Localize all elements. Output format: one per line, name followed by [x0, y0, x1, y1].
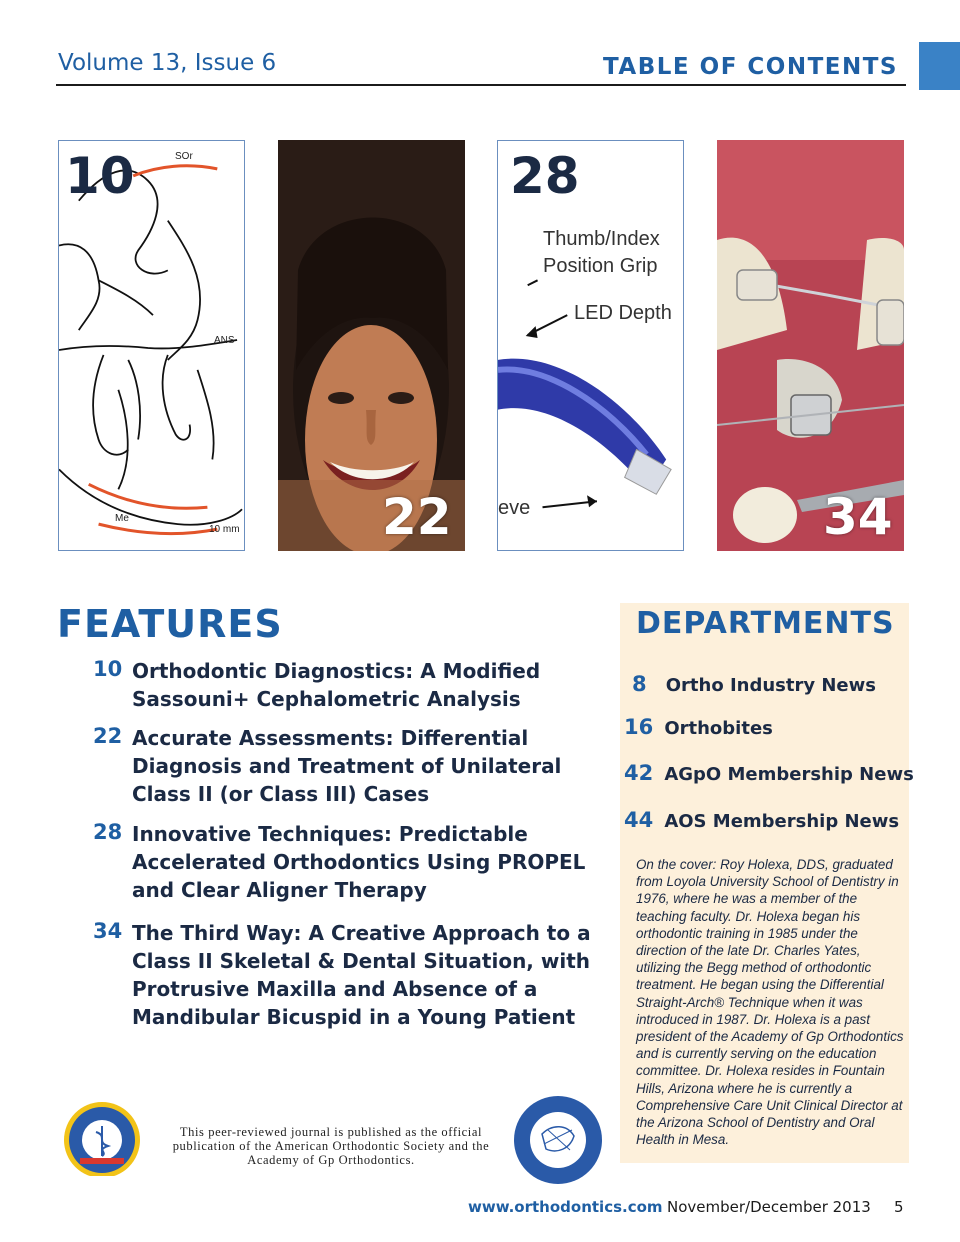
website-link[interactable]: www.orthodontics.com [468, 1198, 663, 1216]
feature-item[interactable] [93, 820, 593, 906]
feature-page-number: 28 [93, 820, 123, 844]
scale-label: 10 mm [209, 524, 240, 535]
me-label: Me [115, 513, 129, 524]
cover-description: On the cover: Roy Holexa, DDS, graduated from Loyola University School of Dentistry in 1976, where he was a member of the teaching faculty. Dr. Holexa began his orthodontic training in 1985 under the direction of the late Dr. Charles Yates, utilizing the Begg method of orthodontic treatment. He began using the Differential Straight-Arch® Technique when it was introduced in 1987. Dr. Holexa is a past president of the Academy of Gp Orthodontics and is currently serving on the education committee. Dr. Holexa resides in Fountain Hills, Arizona where he is currently a Comprehensive Care Unit Clinical Director at the Arizona School of Dentistry and Oral Health in Mesa. [636, 857, 904, 1148]
feature-page-number: 10 [93, 657, 123, 681]
aos-logo [512, 1094, 604, 1186]
volume-issue: Volume 13, Issue 6 [58, 50, 277, 76]
image-page-number: 34 [823, 488, 893, 546]
page-number: 5 [894, 1198, 904, 1216]
image-page-number: 10 [65, 147, 135, 205]
department-item[interactable] [624, 715, 773, 739]
header-divider [56, 84, 906, 86]
sleeve-label: eve [498, 497, 531, 519]
department-page-number: 42 [624, 761, 654, 785]
patient-photo-image[interactable] [278, 140, 465, 551]
braces-photo-image[interactable] [717, 140, 904, 551]
feature-title: The Third Way: A Creative Approach to a Class II Skeletal & Dental Situation, with Protrusive Maxilla and Absence of a Mandibular Bicuspid in a Young Patient [132, 921, 591, 1029]
agpo-logo [52, 1098, 152, 1186]
department-title: AOS Membership News [664, 811, 900, 832]
agpo-seal-icon [52, 1098, 152, 1186]
department-item[interactable] [624, 808, 899, 832]
feature-page-number: 34 [93, 919, 123, 943]
image-page-number: 22 [382, 488, 452, 546]
features-heading: FEATURES [57, 602, 283, 646]
sor-label: SOr [175, 151, 193, 162]
grip-label-line2: Position Grip [543, 255, 658, 277]
feature-item[interactable] [93, 919, 593, 1035]
feature-title: Orthodontic Diagnostics: A Modified Sassouni+ Cephalometric Analysis [132, 659, 541, 711]
cephalometric-tracing-image[interactable] [58, 140, 245, 551]
feature-page-number: 22 [93, 724, 123, 748]
department-title: AGpO Membership News [664, 764, 914, 785]
feature-title: Innovative Techniques: Predictable Accelerated Orthodontics Using PROPEL and Clear Aligner Therapy [132, 822, 586, 902]
page-edge-tab [919, 42, 960, 90]
department-item[interactable] [632, 672, 876, 696]
propel-device-image[interactable] [497, 140, 684, 551]
department-page-number: 44 [624, 808, 654, 832]
led-depth-label: LED Depth [574, 302, 672, 324]
grip-label-line1: Thumb/Index [543, 228, 660, 250]
image-page-number: 28 [510, 147, 580, 205]
ans-label: ANS [214, 335, 235, 346]
department-title: Ortho Industry News [665, 675, 876, 696]
department-title: Orthobites [664, 718, 773, 739]
feature-item[interactable] [93, 724, 593, 810]
department-item[interactable] [624, 761, 914, 785]
issue-date: November/December 2013 [667, 1198, 871, 1216]
feature-title: Accurate Assessments: Differential Diagnosis and Treatment of Unilateral Class II (or Class III) Cases [132, 726, 562, 806]
peer-review-notice: This peer-reviewed journal is published as the official publication of the American Orthodontic Society and the Academy of Gp Orthodontics. [172, 1125, 490, 1167]
aos-seal-icon [512, 1094, 604, 1186]
section-title: TABLE OF CONTENTS [603, 54, 898, 80]
feature-item[interactable] [93, 657, 593, 717]
department-page-number: 16 [624, 715, 654, 739]
department-page-number: 8 [632, 672, 647, 696]
departments-heading: DEPARTMENTS [636, 606, 895, 641]
